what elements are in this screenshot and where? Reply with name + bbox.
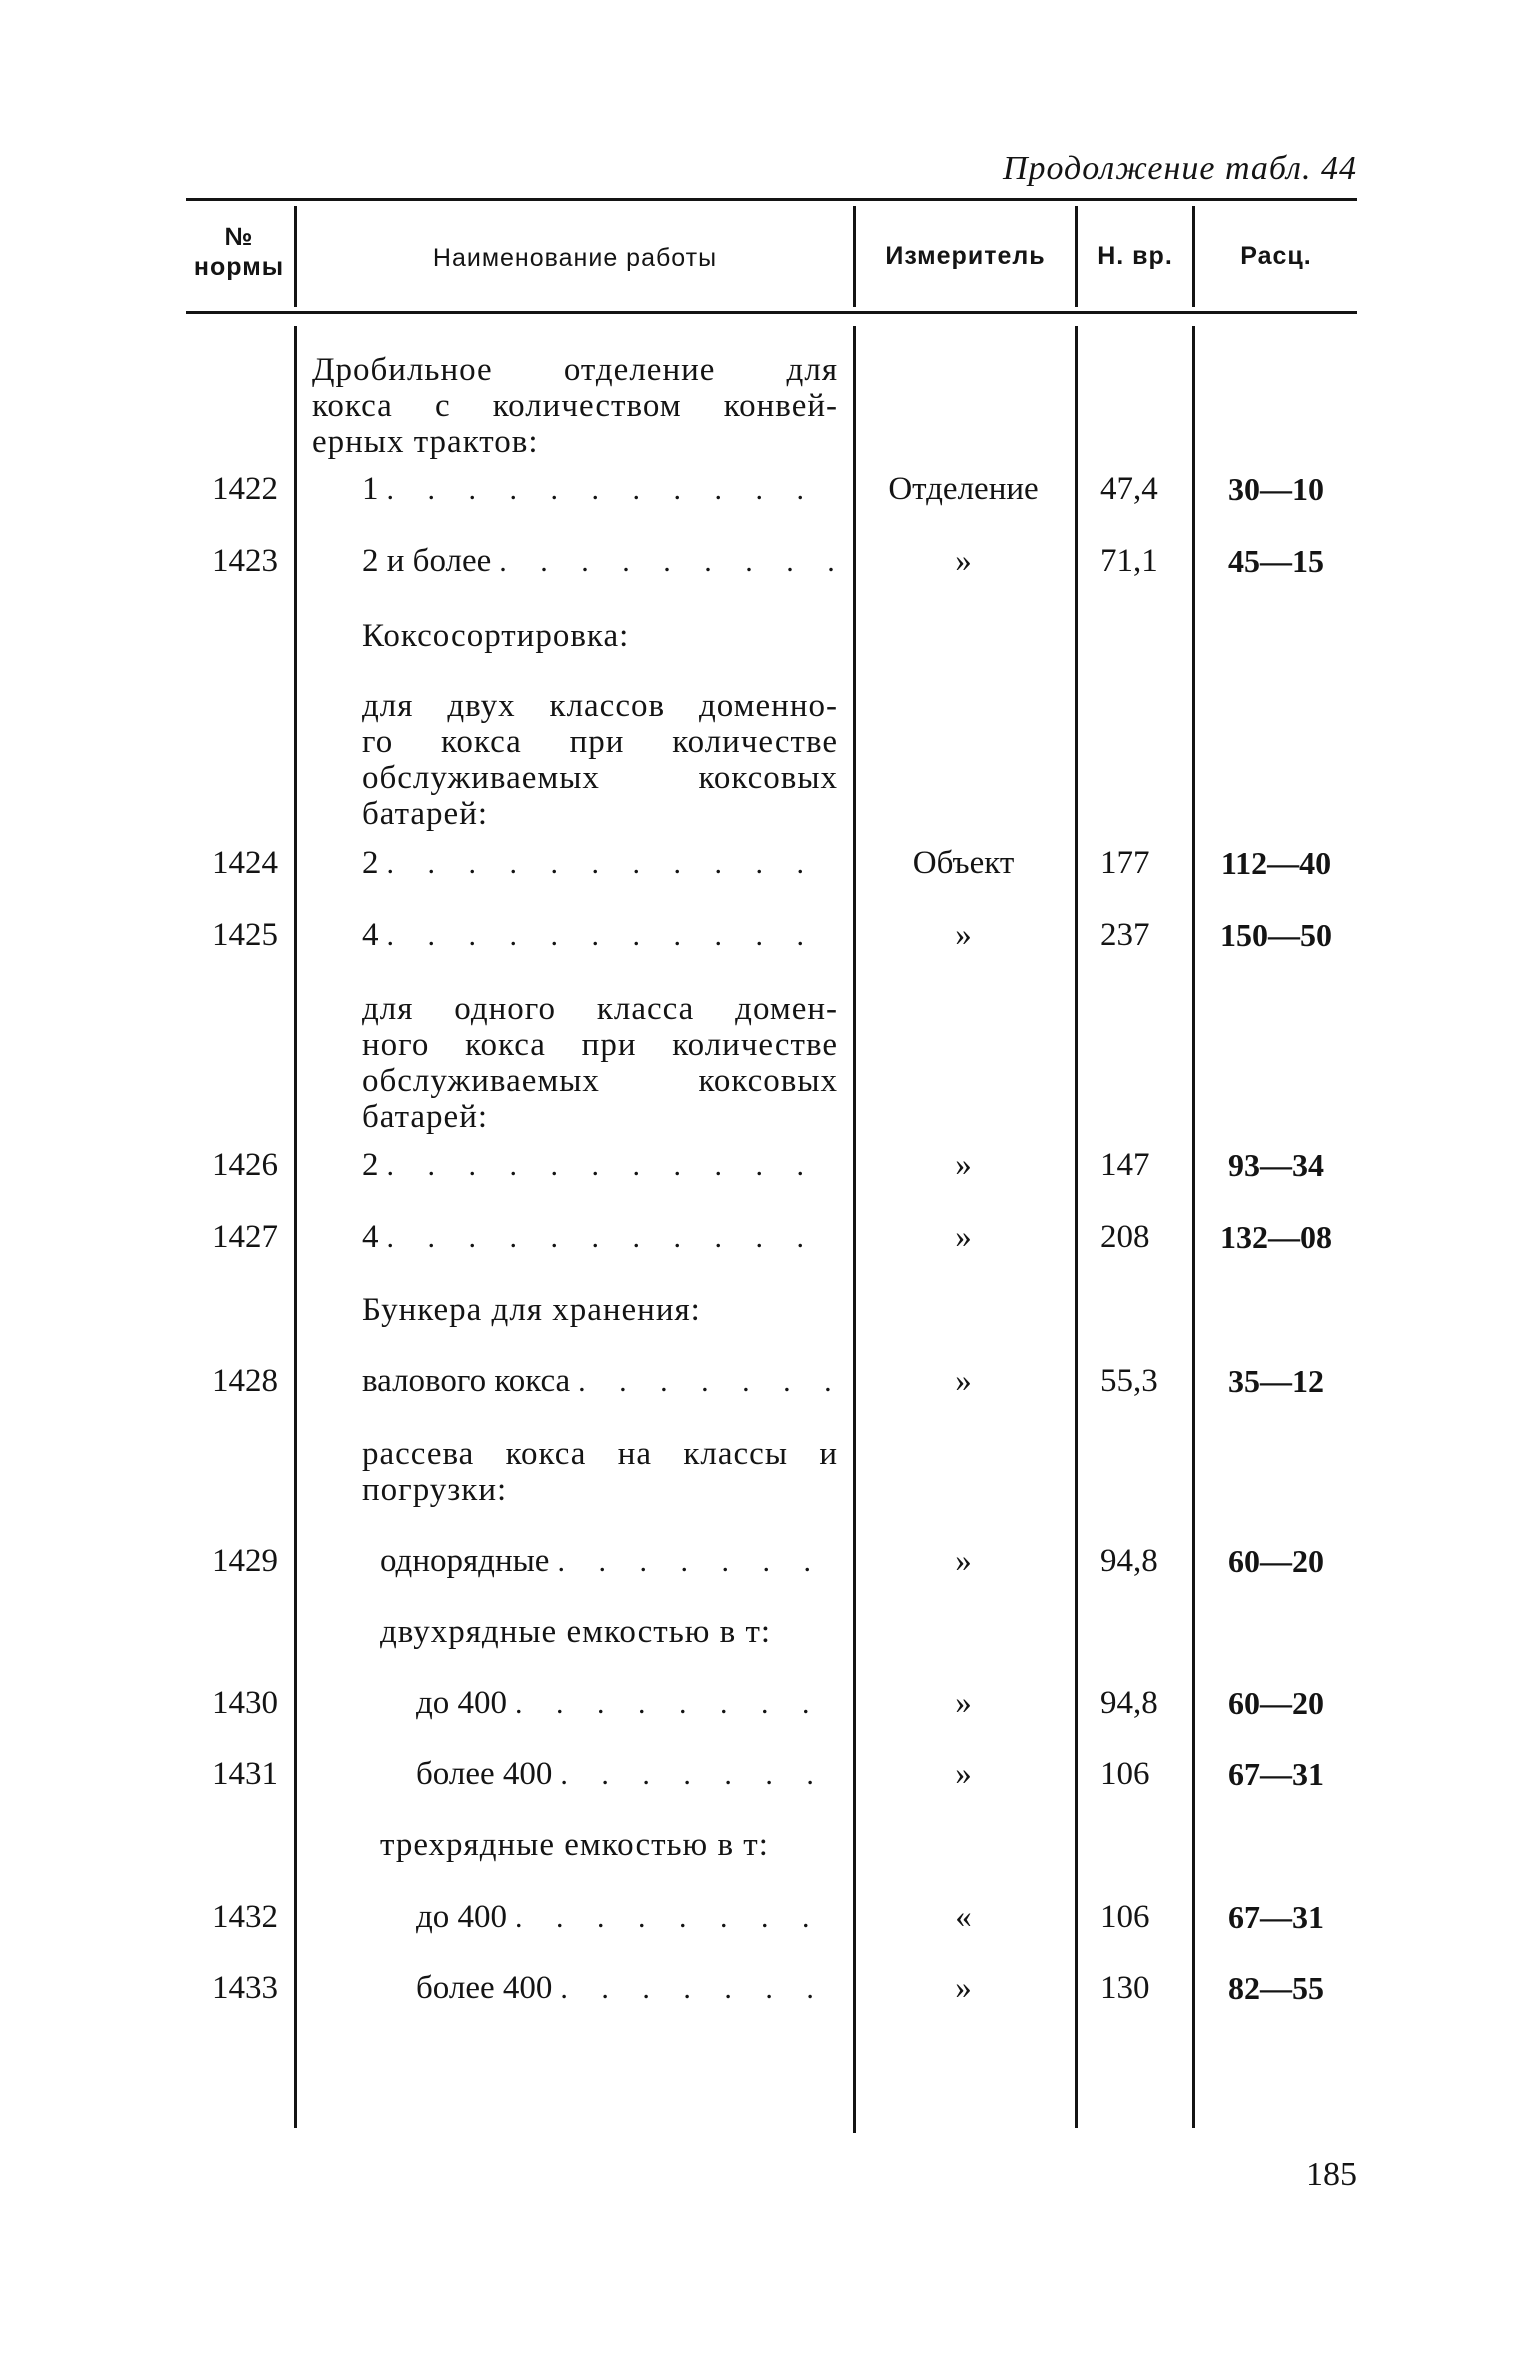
row-unit: » (955, 1363, 972, 1399)
row-description-line: го кокса при количестве (362, 724, 838, 760)
row-name-label: однорядные (380, 1543, 550, 1579)
row-description-line: кокса с количеством конвей- (312, 388, 838, 424)
row-rate: 30—10 (1228, 471, 1324, 507)
row-description-line: Дробильное отделение для (312, 352, 838, 388)
row-unit: » (955, 543, 972, 579)
row-description-line: ного кокса при количестве (362, 1027, 838, 1063)
row-norm-time: 94,8 (1100, 1543, 1158, 1579)
row-rate: 132—08 (1220, 1219, 1332, 1255)
row-number: 1432 (212, 1899, 278, 1935)
row-name-label: 2 (362, 1147, 379, 1183)
row-description-line: для двух классов доменно- (362, 688, 838, 724)
row-unit: » (955, 1147, 972, 1183)
row-name (362, 845, 838, 882)
dot-leader (387, 1221, 839, 1255)
row-description-line: трехрядные емкостью в т: (380, 1827, 769, 1863)
row-unit: « (955, 1899, 972, 1935)
row-name (416, 1970, 838, 2007)
header-rate: Расц. (1240, 242, 1312, 270)
row-norm-time: 130 (1100, 1970, 1150, 2006)
row-name-label: более 400 (416, 1970, 553, 2006)
row-unit: » (955, 1756, 972, 1792)
row-description (312, 352, 838, 460)
table-caption: Продолжение табл. 44 (1002, 150, 1357, 187)
row-norm-time: 147 (1100, 1147, 1150, 1183)
row-name-label: 2 (362, 845, 379, 881)
row-number: 1427 (212, 1219, 278, 1255)
dot-leader (578, 1365, 838, 1399)
row-norm-time: 208 (1100, 1219, 1150, 1255)
row-description-line: погрузки: (362, 1472, 508, 1508)
row-name (362, 1147, 838, 1184)
row-description (362, 991, 838, 1135)
row-description-line: для одного класса домен- (362, 991, 838, 1027)
row-name (362, 1219, 838, 1256)
row-rate: 67—31 (1228, 1756, 1324, 1792)
row-unit: Отделение (888, 471, 1039, 507)
row-description (362, 688, 838, 832)
row-name (416, 1899, 838, 1936)
row-name (416, 1756, 838, 1793)
row-number: 1430 (212, 1685, 278, 1721)
row-unit: » (955, 917, 972, 953)
row-description (362, 1436, 838, 1508)
dot-leader (515, 1687, 838, 1721)
row-norm-time: 71,1 (1100, 543, 1158, 579)
row-number: 1426 (212, 1147, 278, 1183)
row-number: 1422 (212, 471, 278, 507)
row-rate: 45—15 (1228, 543, 1324, 579)
row-name (380, 1543, 838, 1580)
row-name-label: более 400 (416, 1756, 553, 1792)
row-rate: 67—31 (1228, 1899, 1324, 1935)
header-unit: Измеритель (885, 242, 1046, 270)
row-norm-time: 106 (1100, 1756, 1150, 1792)
row-rate: 112—40 (1220, 845, 1332, 881)
row-rate: 35—12 (1228, 1363, 1324, 1399)
dot-leader (387, 847, 839, 881)
row-number: 1431 (212, 1756, 278, 1792)
row-name (362, 917, 838, 954)
row-rate: 82—55 (1228, 1970, 1324, 2006)
row-number: 1425 (212, 917, 278, 953)
row-unit: » (955, 1685, 972, 1721)
dot-leader (560, 1972, 838, 2006)
row-name-label: 4 (362, 1219, 379, 1255)
header-num-label: нормы (193, 253, 285, 281)
row-description-line: Коксосортировка: (362, 618, 630, 654)
row-number: 1429 (212, 1543, 278, 1579)
dot-leader (515, 1901, 838, 1935)
row-norm-time: 94,8 (1100, 1685, 1158, 1721)
row-description-line: обслуживаемых коксовых (362, 1063, 838, 1099)
header-name: Наименование работы (432, 244, 718, 272)
row-description-line: Бункера для хранения: (362, 1292, 701, 1328)
dot-leader (560, 1758, 838, 1792)
dot-leader (387, 1149, 839, 1183)
page-number: 185 (1306, 2156, 1357, 2193)
row-description (362, 1292, 838, 1328)
row-description (362, 618, 838, 654)
row-norm-time: 47,4 (1100, 471, 1158, 507)
row-unit: » (955, 1543, 972, 1579)
row-number: 1433 (212, 1970, 278, 2006)
row-norm-time: 177 (1100, 845, 1150, 881)
row-description-line: двухрядные емкостью в т: (380, 1614, 772, 1650)
dot-leader (499, 545, 838, 579)
row-name-label: 4 (362, 917, 379, 953)
row-description-line: рассева кокса на классы и (362, 1436, 838, 1472)
row-description (380, 1614, 838, 1650)
row-description-line: обслуживаемых коксовых (362, 760, 838, 796)
row-unit: » (955, 1970, 972, 2006)
row-name-label: до 400 (416, 1899, 508, 1935)
row-name-label: 1 (362, 471, 379, 507)
row-number: 1428 (212, 1363, 278, 1399)
row-name-label: валового кокса (362, 1363, 571, 1399)
row-rate: 60—20 (1228, 1543, 1324, 1579)
row-name-label: 2 и более (362, 543, 492, 579)
row-description-line: ерных трактов: (312, 424, 539, 460)
row-name (362, 543, 838, 580)
row-rate: 60—20 (1228, 1685, 1324, 1721)
row-name (362, 471, 838, 508)
row-rate: 150—50 (1220, 917, 1332, 953)
row-description-line: батарей: (362, 796, 489, 832)
row-name (362, 1363, 838, 1400)
row-name (416, 1685, 838, 1722)
row-norm-time: 55,3 (1100, 1363, 1158, 1399)
row-unit: » (955, 1219, 972, 1255)
header-norm: Н. вр. (1097, 242, 1173, 270)
row-number: 1423 (212, 543, 278, 579)
row-number: 1424 (212, 845, 278, 881)
row-norm-time: 106 (1100, 1899, 1150, 1935)
dot-leader (387, 919, 839, 953)
row-norm-time: 237 (1100, 917, 1150, 953)
row-unit: Объект (912, 845, 1015, 881)
row-description-line: батарей: (362, 1099, 489, 1135)
row-description (380, 1827, 838, 1863)
dot-leader (387, 473, 839, 507)
row-name-label: до 400 (416, 1685, 508, 1721)
row-rate: 93—34 (1228, 1147, 1324, 1183)
header-num-symbol: № (224, 223, 254, 251)
dot-leader (557, 1545, 838, 1579)
